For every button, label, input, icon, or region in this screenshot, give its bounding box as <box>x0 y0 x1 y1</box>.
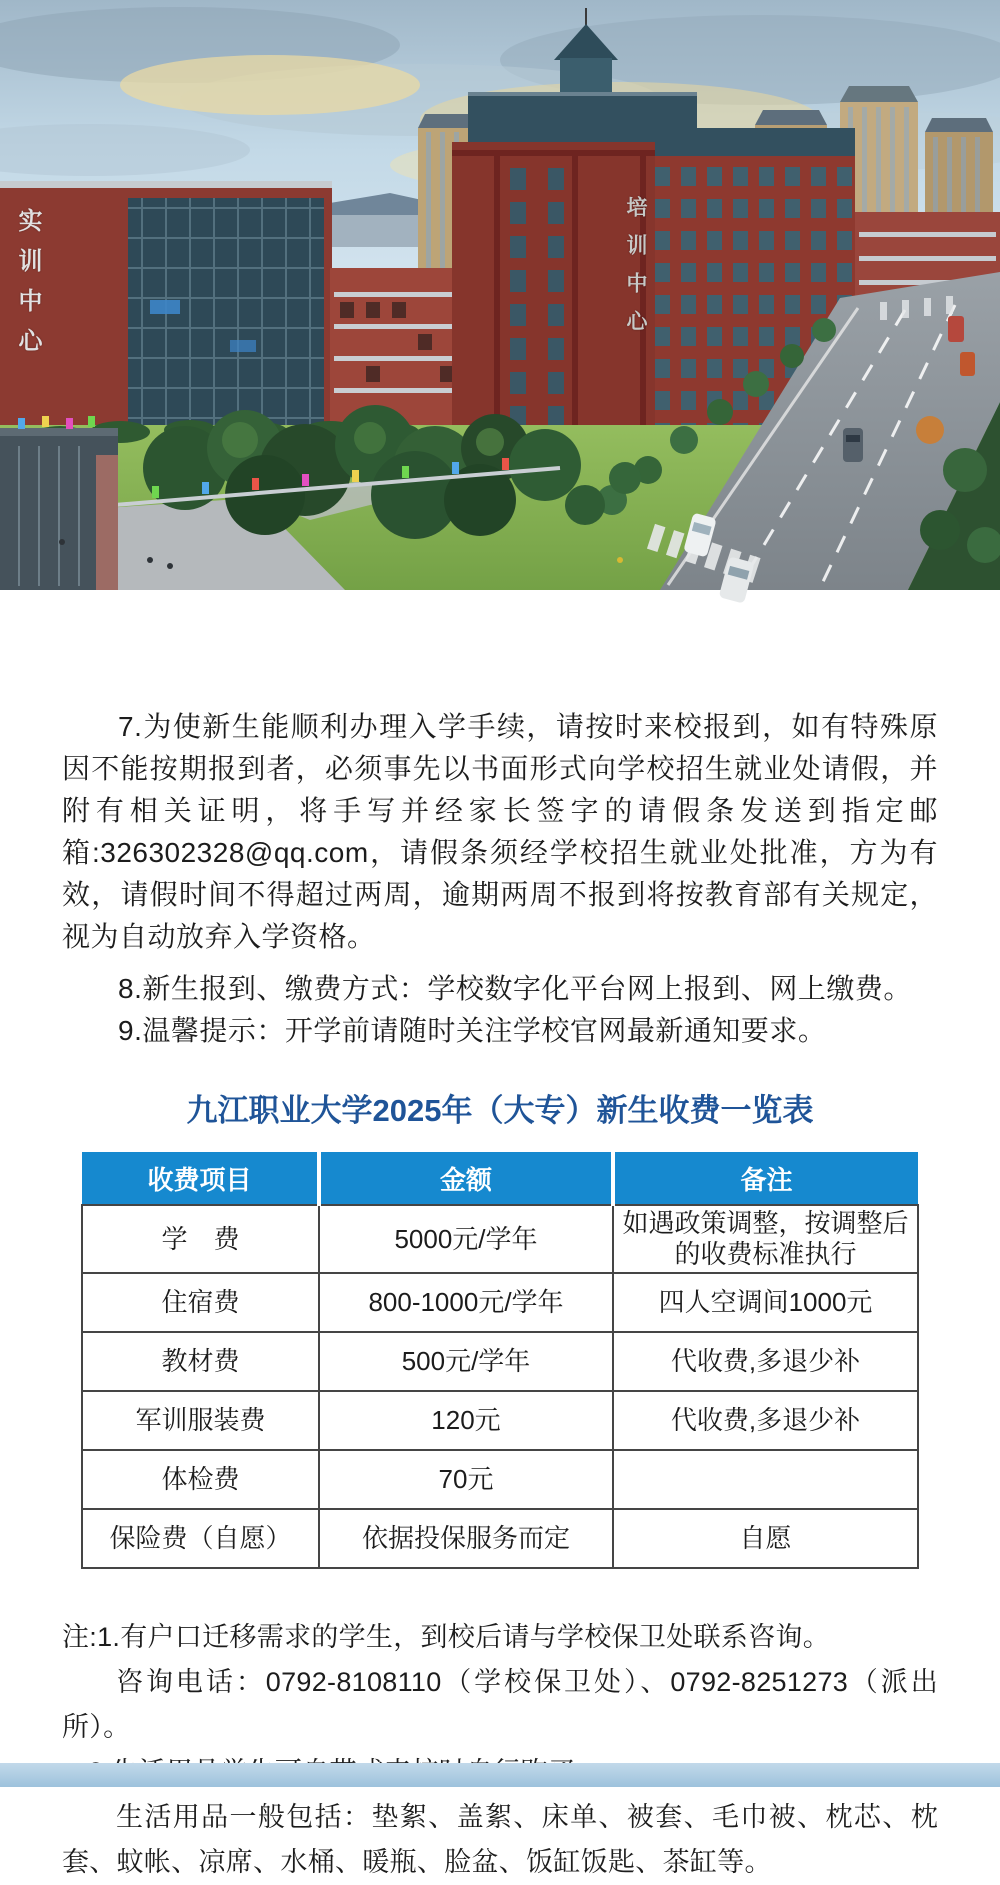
header-fee-item: 收费项目 <box>82 1152 319 1205</box>
notice-content <box>0 590 1000 1885</box>
fee-remark-cell <box>613 1450 918 1509</box>
fee-amount-cell: 500元/学年 <box>319 1332 613 1391</box>
fee-amount-cell: 120元 <box>319 1391 613 1450</box>
paragraph-9: 9.温馨提示：开学前请随时关注学校官网最新通知要求。 <box>118 1015 827 1046</box>
fee-item-cell: 教材费 <box>82 1332 319 1391</box>
fee-item-cell: 体检费 <box>82 1450 319 1509</box>
fee-table <box>81 1152 919 1569</box>
fee-item-cell: 学 费 <box>82 1205 319 1273</box>
note-line-1: 注:1.有户口迁移需求的学生，到校后请与学校保卫处联系咨询。 <box>62 1622 831 1653</box>
fee-remark-cell: 代收费,多退少补 <box>613 1332 918 1391</box>
fee-remark-cell: 代收费,多退少补 <box>613 1391 918 1450</box>
fee-remark-cell: 如遇政策调整，按调整后的收费标准执行 <box>613 1205 918 1273</box>
building-sign-left: 实训中心 <box>14 208 41 368</box>
table-row <box>82 1273 918 1332</box>
table-row <box>82 1509 918 1568</box>
fee-item-cell: 保险费（自愿） <box>82 1509 319 1568</box>
fee-item-cell: 军训服装费 <box>82 1391 319 1450</box>
gatehouse-building <box>0 416 118 590</box>
fee-amount-cell: 800-1000元/学年 <box>319 1273 613 1332</box>
table-row <box>82 1391 918 1450</box>
fee-remark-cell: 四人空调间1000元 <box>613 1273 918 1332</box>
fee-item-cell: 住宿费 <box>82 1273 319 1332</box>
training-building-left <box>0 181 332 434</box>
table-row <box>82 1332 918 1391</box>
fee-remark-cell: 自愿 <box>613 1509 918 1568</box>
campus-photo <box>0 0 1000 590</box>
notes-section <box>62 1615 938 1885</box>
campus-photo-art <box>0 0 1000 590</box>
bottom-decoration-band <box>0 1763 1000 1787</box>
table-row <box>82 1450 918 1509</box>
fee-table-title: 九江职业大学2025年（大专）新生收费一览表 <box>186 1093 814 1128</box>
building-sign-center: 培训中心 <box>624 196 647 348</box>
note-line-4: 生活用品一般包括：垫絮、盖絮、床单、被套、毛巾被、枕芯、枕套、蚊帐、凉席、水桶、暖瓶、脸盆、饭缸饭匙、茶缸等。 <box>62 1802 938 1878</box>
header-amount: 金额 <box>319 1152 613 1205</box>
paragraph-7: 7.为使新生能顺利办理入学手续，请按时来校报到，如有特殊原因不能按期报到者，必须事先以书面形式向学校招生就业处请假，并附有相关证明，将手写并经家长签字的请假条发送到指定邮箱:326302328@qq.com，请假条须经学校招生就业处批准，方为有效，请假时间不得超过两周，逾期两周不报到将按教育部有关规定，视为自动放弃入学资格。 <box>62 711 938 952</box>
note-line-2: 咨询电话：0792-8108110（学校保卫处）、0792-8251273（派出所）。 <box>62 1667 938 1743</box>
fee-amount-cell: 依据投保服务而定 <box>319 1509 613 1568</box>
fee-amount-cell: 5000元/学年 <box>319 1205 613 1273</box>
fee-amount-cell: 70元 <box>319 1450 613 1509</box>
paragraph-8: 8.新生报到、缴费方式：学校数字化平台网上报到、网上缴费。 <box>118 973 912 1004</box>
header-remark: 备注 <box>613 1152 918 1205</box>
fee-table-header-row <box>82 1152 918 1205</box>
table-row <box>82 1205 918 1273</box>
